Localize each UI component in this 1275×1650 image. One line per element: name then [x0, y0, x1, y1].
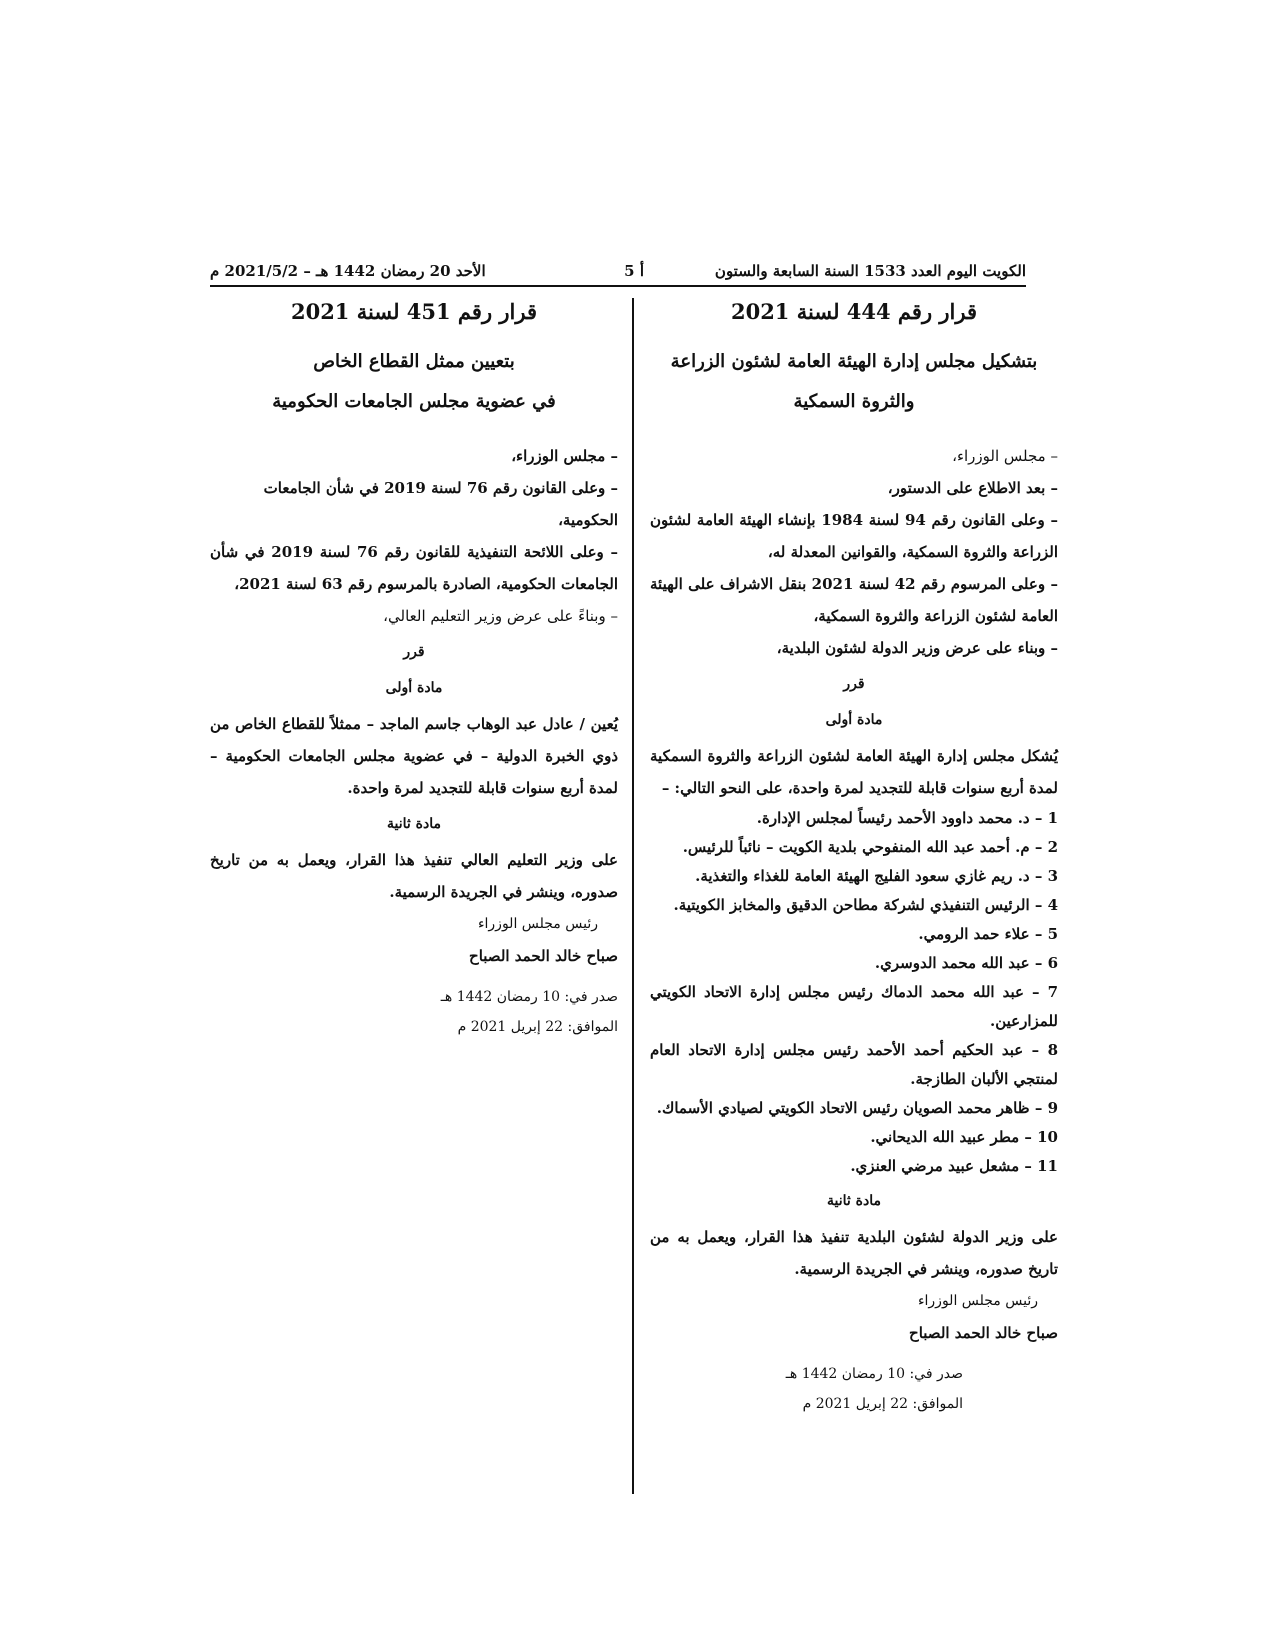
list-item: 3 – د. ريم غازي سعود الفليج الهيئة العامة للغذاء والتغذية.	[695, 867, 1058, 885]
decree-title: قرار رقم 451 لسنة 2021	[290, 299, 538, 324]
issue-dates	[650, 1359, 1058, 1419]
preamble-line: – وبناءً على عرض وزير التعليم العالي،	[383, 607, 618, 625]
members-list	[650, 804, 1058, 1181]
signature-name: صباح خالد الحمد الصباح	[469, 947, 618, 965]
decided-label: قرر	[843, 676, 865, 692]
article-heading: مادة ثانية	[827, 1193, 881, 1209]
preamble-line: – مجلس الوزراء،	[952, 447, 1058, 465]
header-rule	[210, 285, 1026, 287]
issued-date: صدر في: 10 رمضان 1442 هـ	[785, 1366, 963, 1382]
decree-subtitle	[650, 342, 1058, 422]
list-item: 2 – م. أحمد عبد الله المنفوحي بلدية الكويت – نائباً للرئيس.	[682, 838, 1058, 856]
article-heading: مادة أولى	[825, 712, 883, 728]
decree-subtitle-line-1: بتعيين ممثل القطاع الخاص	[313, 351, 515, 372]
decided-label: قرر	[403, 644, 425, 660]
preamble-line: – وبناء على عرض وزير الدولة لشئون البلدية،	[776, 639, 1058, 657]
decree-subtitle-line-2: في عضوية مجلس الجامعات الحكومية	[272, 391, 556, 412]
signature-title: رئيس مجلس الوزراء	[917, 1293, 1038, 1309]
decree-444-column	[650, 295, 1058, 1419]
list-item: 10 – مطر عبيد الله الديحاني.	[870, 1128, 1058, 1146]
article-text: على وزير التعليم العالي تنفيذ هذا القرار، ويعمل به من تاريخ صدوره، وينشر في الجريدة الرسمية.	[210, 851, 618, 901]
preamble-line: – وعلى القانون رقم 76 لسنة 2019 في شأن الجامعات الحكومية،	[263, 479, 618, 529]
article-heading: مادة ثانية	[387, 816, 441, 832]
preamble-line: – وعلى القانون رقم 94 لسنة 1984 بإنشاء الهيئة العامة لشئون الزراعة والثروة السمكية، والقوانين المعدلة له،	[650, 511, 1058, 561]
header-issue-info: الكويت اليوم العدد 1533 السنة السابعة والستون	[714, 262, 1026, 280]
preamble-line: – مجلس الوزراء،	[511, 447, 618, 465]
list-item: 7 – عبد الله محمد الدماك رئيس مجلس إدارة الاتحاد الكويتي للمزارعين.	[650, 983, 1058, 1030]
corresponding-date: الموافق: 22 إبريل 2021 م	[457, 1019, 618, 1035]
signature-name: صباح خالد الحمد الصباح	[909, 1324, 1058, 1342]
page-header	[210, 262, 1026, 284]
list-item: 6 – عبد الله محمد الدوسري.	[874, 954, 1058, 972]
decree-title: قرار رقم 444 لسنة 2021	[730, 299, 978, 324]
decree-subtitle	[210, 342, 618, 422]
decree-451-column	[210, 295, 618, 1042]
issue-dates	[210, 982, 618, 1042]
signature-title: رئيس مجلس الوزراء	[477, 916, 598, 932]
decree-subtitle-line-2: والثروة السمكية	[793, 391, 915, 412]
list-item: 11 – مشعل عبيد مرضي العنزي.	[850, 1157, 1058, 1175]
list-item: 5 – علاء حمد الرومي.	[918, 925, 1058, 943]
list-item: 4 – الرئيس التنفيذي لشركة مطاحن الدقيق والمخابز الكويتية.	[673, 896, 1058, 914]
column-divider	[632, 298, 634, 1494]
header-page-number: أ 5	[624, 262, 644, 280]
article-text: على وزير الدولة لشئون البلدية تنفيذ هذا القرار، ويعمل به من تاريخ صدوره، وينشر في الجريدة الرسمية.	[650, 1228, 1058, 1278]
corresponding-date: الموافق: 22 إبريل 2021 م	[802, 1396, 963, 1412]
list-item: 8 – عبد الحكيم أحمد الأحمد رئيس مجلس إدارة الاتحاد العام لمنتجي الألبان الطازجة.	[650, 1041, 1058, 1088]
article-heading: مادة أولى	[385, 680, 443, 696]
issued-date: صدر في: 10 رمضان 1442 هـ	[440, 989, 618, 1005]
preamble-line: – وعلى اللائحة التنفيذية للقانون رقم 76 لسنة 2019 في شأن الجامعات الحكومية، الصادرة بالمرسوم رقم 63 لسنة 2021،	[210, 543, 618, 593]
article-text: يُشكل مجلس إدارة الهيئة العامة لشئون الزراعة والثروة السمكية لمدة أربع سنوات قابلة للتجديد لمرة واحدة، على النحو التالي: –	[650, 747, 1058, 797]
list-item: 9 – ظاهر محمد الصويان رئيس الاتحاد الكويتي لصيادي الأسماك.	[656, 1099, 1058, 1117]
preamble-line: – بعد الاطلاع على الدستور،	[887, 479, 1058, 497]
list-item: 1 – د. محمد داوود الأحمد رئيساً لمجلس الإدارة.	[756, 809, 1058, 827]
preamble-line: – وعلى المرسوم رقم 42 لسنة 2021 بنقل الاشراف على الهيئة العامة لشئون الزراعة والثروة السمكية،	[650, 575, 1058, 625]
header-date: الأحد 20 رمضان 1442 هـ – 2021/5/2 م	[210, 262, 486, 280]
decree-subtitle-line-1: بتشكيل مجلس إدارة الهيئة العامة لشئون الزراعة	[670, 351, 1038, 372]
article-text: يُعين / عادل عبد الوهاب جاسم الماجد – ممثلاً للقطاع الخاص من ذوي الخبرة الدولية – في عضوية مجلس الجامعات الحكومية – لمدة أربع سنوات قابلة للتجديد لمرة واحدة.	[210, 715, 618, 797]
